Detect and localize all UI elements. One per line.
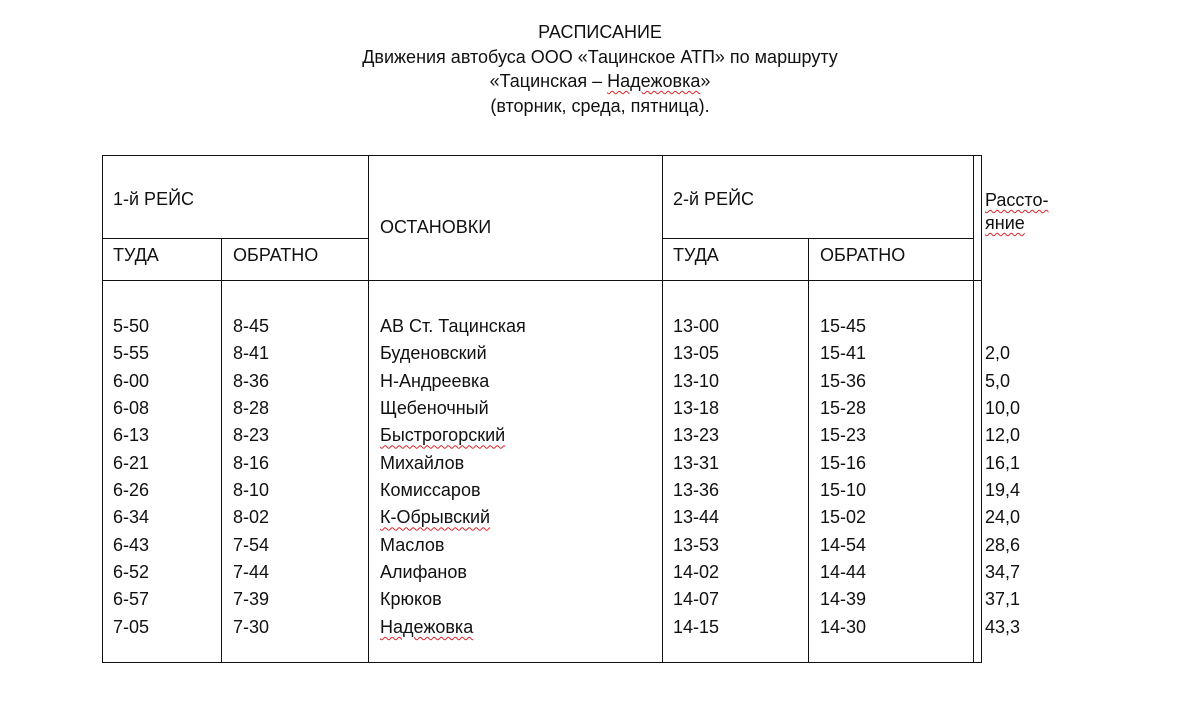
trip1-there-cell: 6-26	[113, 480, 150, 501]
trip2-back-cell: 14-39	[820, 589, 867, 610]
trip1-there-cell: 6-43	[113, 534, 150, 555]
stops-cell: Крюков	[380, 589, 442, 610]
header-trip2: 2-й РЕЙС	[673, 189, 755, 209]
header-distance	[985, 189, 1048, 235]
stops-column	[380, 313, 526, 641]
trip2-back-cell: 15-36	[820, 370, 867, 391]
stops-cell: Буденовский	[380, 343, 487, 364]
title-days: (вторник, среда, пятница).	[490, 95, 710, 116]
stops-cell: Михайлов	[380, 452, 465, 473]
trip2-back-cell: 15-02	[820, 507, 867, 528]
header-trip1-back: ОБРАТНО	[233, 245, 319, 265]
distance-cell	[985, 313, 1020, 340]
stops-cell: Комиссаров	[380, 480, 481, 501]
trip1-there-cell: 6-00	[113, 370, 150, 391]
distance-cell: 43,3	[985, 616, 1021, 637]
trip2-back-cell: 15-45	[820, 316, 867, 336]
trip1-back-cell: 7-44	[233, 562, 270, 583]
stops-cell: Быстрогорский	[380, 425, 506, 446]
trip2-back-cell: 14-54	[820, 534, 867, 555]
header-trip1-there: ТУДА	[113, 245, 159, 265]
distance-cell: 19,4	[985, 480, 1021, 501]
header-stops: ОСТАНОВКИ	[380, 217, 492, 237]
distance-cell: 28,6	[985, 534, 1021, 555]
title-subheading: Движения автобуса ООО «Тацинское АТП» по маршруту	[362, 46, 838, 67]
trip2-there-cell: 14-02	[673, 562, 720, 583]
trip2-back-cell: 15-41	[820, 343, 867, 364]
trip1-back-column	[233, 313, 269, 641]
trip2-back-cell: 14-44	[820, 562, 867, 583]
distance-cell: 2,0	[985, 343, 1011, 364]
rule-trip2-sub	[662, 238, 974, 239]
trip1-there-cell: 6-57	[113, 589, 150, 610]
trip1-there-cell: 5-50	[113, 316, 150, 336]
trip2-there-cell: 13-53	[673, 534, 720, 555]
trip2-there-column	[673, 313, 719, 641]
route-start: «Тацинская –	[489, 71, 608, 91]
rule-trip1-sub	[102, 238, 369, 239]
header-trip2-back: ОБРАТНО	[820, 245, 906, 265]
stops-cell: Щебеночный	[380, 398, 489, 419]
rule-header-bottom	[102, 280, 982, 281]
trip1-there-cell: 6-52	[113, 562, 150, 583]
document-title	[0, 20, 1200, 118]
trip1-there-cell: 6-13	[113, 425, 150, 446]
header-distance-line1: Рассто-	[985, 190, 1049, 210]
trip1-back-cell: 8-23	[233, 425, 270, 446]
stops-cell: Н-Андреевка	[380, 370, 490, 391]
header-distance-line2: яние	[985, 213, 1025, 233]
header-trip1: 1-й РЕЙС	[113, 189, 195, 209]
divider-distance	[973, 155, 974, 663]
trip1-back-cell: 8-16	[233, 452, 270, 473]
trip2-back-cell: 15-23	[820, 425, 867, 446]
trip2-back-cell: 15-28	[820, 398, 867, 419]
trip2-there-cell: 13-18	[673, 398, 720, 419]
trip1-back-cell: 8-41	[233, 343, 270, 364]
divider-stops-right	[662, 155, 663, 663]
trip2-there-cell: 13-10	[673, 370, 720, 391]
trip1-there-cell: 7-05	[113, 616, 150, 637]
title-heading: РАСПИСАНИЕ	[538, 22, 662, 42]
trip1-back-cell: 7-30	[233, 616, 270, 637]
header-trip2-there: ТУДА	[673, 245, 719, 265]
trip2-there-cell: 13-05	[673, 343, 720, 364]
distance-cell: 5,0	[985, 370, 1011, 391]
trip1-back-cell: 8-36	[233, 370, 270, 391]
trip2-back-cell: 15-10	[820, 480, 867, 501]
trip1-back-cell: 7-39	[233, 589, 270, 610]
trip1-back-cell: 8-28	[233, 398, 270, 419]
trip2-there-cell: 13-31	[673, 452, 720, 473]
stops-cell: АВ Ст. Тацинская	[380, 316, 526, 336]
trip2-there-cell: 13-23	[673, 425, 720, 446]
trip1-back-cell: 8-02	[233, 507, 270, 528]
divider-stops-left	[368, 155, 369, 663]
trip2-back-cell: 14-30	[820, 616, 867, 637]
trip1-there-cell: 6-08	[113, 398, 150, 419]
trip1-back-cell: 8-10	[233, 480, 270, 501]
distance-cell: 10,0	[985, 398, 1021, 419]
trip1-back-cell: 8-45	[233, 316, 270, 336]
distance-cell: 37,1	[985, 589, 1021, 610]
distance-cell: 24,0	[985, 507, 1021, 528]
trip1-there-column	[113, 313, 149, 641]
distance-cell: 12,0	[985, 425, 1021, 446]
trip1-there-cell: 6-21	[113, 452, 150, 473]
route-close: »	[700, 71, 711, 91]
trip2-there-cell: 13-36	[673, 480, 720, 501]
trip2-there-cell: 14-15	[673, 616, 720, 637]
divider-trip2	[808, 238, 809, 663]
trip2-back-cell: 15-16	[820, 452, 867, 473]
trip1-there-cell: 6-34	[113, 507, 150, 528]
distance-cell: 34,7	[985, 562, 1021, 583]
stops-cell: К-Обрывский	[380, 507, 491, 528]
title-route	[0, 69, 1200, 94]
trip2-there-cell: 13-44	[673, 507, 720, 528]
trip2-back-column	[820, 313, 866, 641]
stops-cell: Алифанов	[380, 562, 467, 583]
distance-cell: 16,1	[985, 452, 1021, 473]
distance-column	[985, 313, 1020, 641]
route-end: Надежовка	[607, 71, 701, 91]
trip2-there-cell: 14-07	[673, 589, 720, 610]
stops-cell: Маслов	[380, 534, 445, 555]
divider-trip1	[221, 238, 222, 663]
trip2-there-cell: 13-00	[673, 316, 720, 336]
trip1-there-cell: 5-55	[113, 343, 150, 364]
trip1-back-cell: 7-54	[233, 534, 270, 555]
stops-cell: Надежовка	[380, 616, 474, 637]
